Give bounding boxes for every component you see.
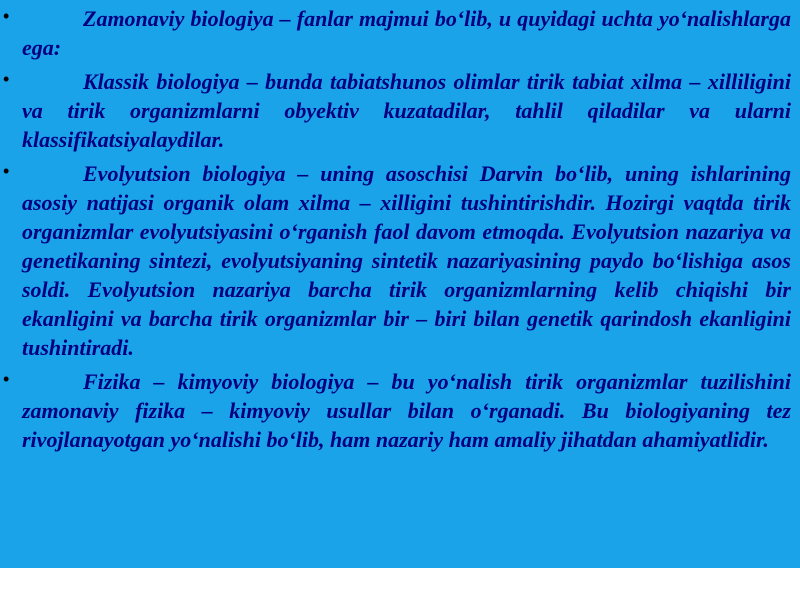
bullet-item [0, 159, 800, 362]
paragraph-intro: Zamonaviy biologiya – fanlar majmui bo‘lib, u quyidagi uchta yo‘nalishlarga ega: [22, 6, 791, 60]
bullet-dot: • [3, 161, 10, 181]
paragraph-classical-biology: Klassik biologiya – bunda tabiatshunos olimlar tirik tabiat xilma – xilliligini va tirik organizmlarni obyektiv kuzatadilar, tahlil qiladilar va ularni klassifikatsiyalaydilar. [22, 69, 791, 152]
bullet-item [0, 67, 800, 154]
paragraph-evolutionary-biology: Evolyutsion biologiya – uning asoschisi Darvin bo‘lib, uning ishlarining asosiy natijasi organik olam xilma – xilligini tushintirishdir. Hozirgi vaqtda tirik organizmlar evolyutsiyasini o‘rganish faol davom etmoqda. Evolyutsion nazariya va genetikaning sintezi, evolyutsiyaning sintetik nazariyasining paydo bo‘lishiga asos soldi. Evolyutsion nazariya barcha tirik organizmlarning kelib chiqishi bir ekanligini va barcha tirik organizmlar bir – biri bilan genetik qarindosh ekanligini tushintiradi. [22, 161, 791, 360]
bullet-list [0, 4, 800, 459]
bullet-dot: • [3, 369, 10, 389]
bullet-dot: • [3, 6, 10, 26]
paragraph-physical-chemical-biology: Fizika – kimyoviy biologiya – bu yo‘nalish tirik organizmlar tuzilishini zamonaviy fizika – kimyoviy usullar bilan o‘rganadi. Bu biologiyaning tez rivojlanayotgan yo‘nalishi bo‘lib, ham nazariy ham amaliy jihatdan ahamiyatlidir. [22, 369, 791, 452]
bullet-item [0, 4, 800, 62]
bullet-item [0, 367, 800, 454]
bullet-dot: • [3, 69, 10, 89]
